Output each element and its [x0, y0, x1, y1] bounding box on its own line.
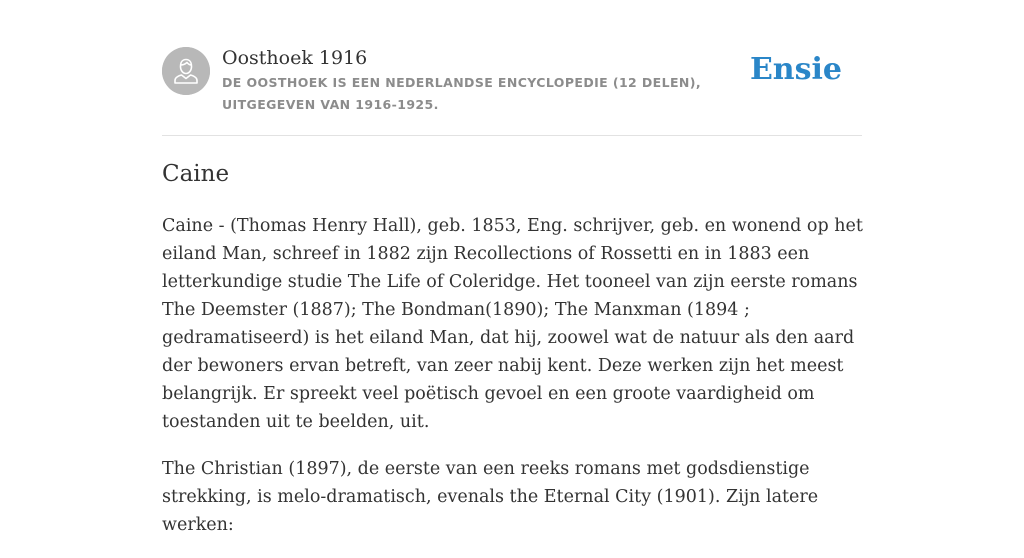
article-paragraph: The Christian (1897), de eerste van een reeks romans met godsdienstige strekking, is melo-dramatisch, evenals the Eternal City (1901). Zijn latere werken:: [162, 459, 819, 535]
header-divider: [162, 135, 862, 136]
ensie-logo-link[interactable]: Ensie: [749, 52, 842, 87]
article-paragraph: Caine - (Thomas Henry Hall), geb. 1853, Eng. schrijver, geb. en wonend op het eiland Man, schreef in 1882 zijn Recollections of Rossetti en in 1883 een letterkundige studie The Life of Coleridge. Het tooneel van zijn eerste romans The Deemster (1887); The Bondman(1890); The Manxman (1894 ; gedramatiseerd) is het eiland Man, dat hij, zoowel wat de natuur als den aard der bewoners ervan betreft, van zeer nabij kent. Deze werken zijn het meest belangrijk. Er spreekt veel poëtisch gevoel en een groote vaardigheid om toestanden uit te beelden, uit.: [162, 216, 863, 432]
source-title[interactable]: Oosthoek 1916: [222, 47, 368, 69]
article-body: [162, 212, 868, 558]
article-title: Caine: [162, 161, 230, 187]
user-silhouette-icon: [162, 47, 210, 95]
source-header: [162, 46, 862, 116]
source-description: DE OOSTHOEK IS EEN NEDERLANDSE ENCYCLOPEDIE (12 DELEN), UITGEGEVEN VAN 1916-1925.: [222, 75, 702, 112]
avatar[interactable]: [162, 47, 210, 95]
